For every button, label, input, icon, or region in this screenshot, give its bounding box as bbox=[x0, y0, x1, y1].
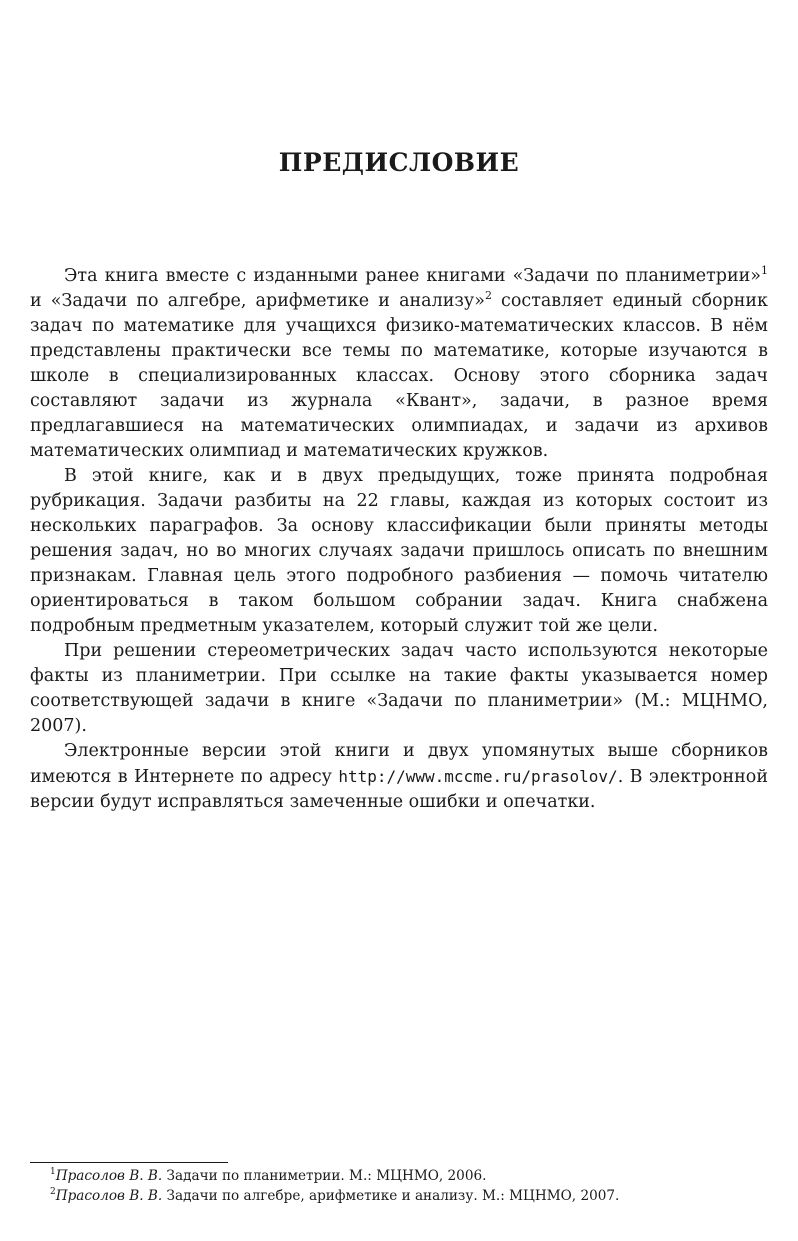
page-title: ПРЕДИСЛОВИЕ bbox=[278, 148, 520, 177]
paragraph-1 bbox=[30, 264, 768, 464]
footnote-1-text: Задачи по планиметрии. М.: МЦНМО, 2006. bbox=[162, 1168, 487, 1184]
paragraph-1-text-b: и «Задачи по алгебре, арифметике и анализу» bbox=[30, 291, 485, 311]
footnote-2-author: Прасолов В. В. bbox=[55, 1188, 163, 1204]
footnote-2 bbox=[50, 1186, 768, 1206]
paragraph-4-text-a: Электронные версии этой книги и двух упомянутых выше сборников имеются в Интернете по адресу bbox=[30, 741, 768, 787]
paragraph-3: При решении стереометрических задач часто используются некоторые факты из планиметрии. При ссылке на такие факты указывается номер соответствующей задачи в книге «Задачи по планиметрии» (М.: МЦНМО, 2007). bbox=[30, 641, 768, 736]
footnote-ref-1: 1 bbox=[761, 264, 768, 277]
footnote-ref-2: 2 bbox=[484, 289, 492, 302]
footnote-1-author: Прасолов В. В. bbox=[55, 1168, 163, 1184]
paragraph-4 bbox=[30, 739, 768, 815]
paragraph-4-text-b: . В электронной версии будут исправляться замеченные ошибки и опечатки. bbox=[30, 767, 768, 812]
footnote-2-text: Задачи по алгебре, арифметике и анализу. М.: МЦНМО, 2007. bbox=[162, 1188, 620, 1204]
footnote-divider bbox=[30, 1162, 228, 1163]
footnotes bbox=[50, 1166, 768, 1206]
paragraph-2: В этой книге, как и в двух предыдущих, тоже принята подробная рубрикация. Задачи разбиты на 22 главы, каждая из которых состоит из нескольких параграфов. За основу классификации были приняты методы решения задач, но во многих случаях задачи пришлось описать по внешним признакам. Главная цель этого подробного разбиения — помочь читателю ориентироваться в таком большом собрании задач. Книга снабжена подробным предметным указателем, который служит той же цели. bbox=[30, 466, 768, 636]
footnote-1 bbox=[50, 1166, 768, 1186]
footnote-2-mark: 2 bbox=[50, 1187, 56, 1197]
footnote-1-mark: 1 bbox=[50, 1167, 56, 1177]
paragraph-1-text-a: Эта книга вместе с изданными ранее книгами «Задачи по планиметрии» bbox=[64, 266, 761, 286]
paragraph-1-text-c: составляет единый сборник задач по математике для учащихся физико-математических классов. В нём представлены практически все темы по математике, которые изучаются в школе в специализированных классах. Основу этого сборника задач составляют задачи из журнала «Квант», задачи, в разное время предлагавшиеся на математических олимпиадах, и задачи из архивов математических олимпиад и математических кружков. bbox=[30, 291, 768, 461]
preface-body bbox=[30, 264, 768, 815]
website-link[interactable]: http://www.mccme.ru/prasolov/ bbox=[338, 767, 618, 786]
